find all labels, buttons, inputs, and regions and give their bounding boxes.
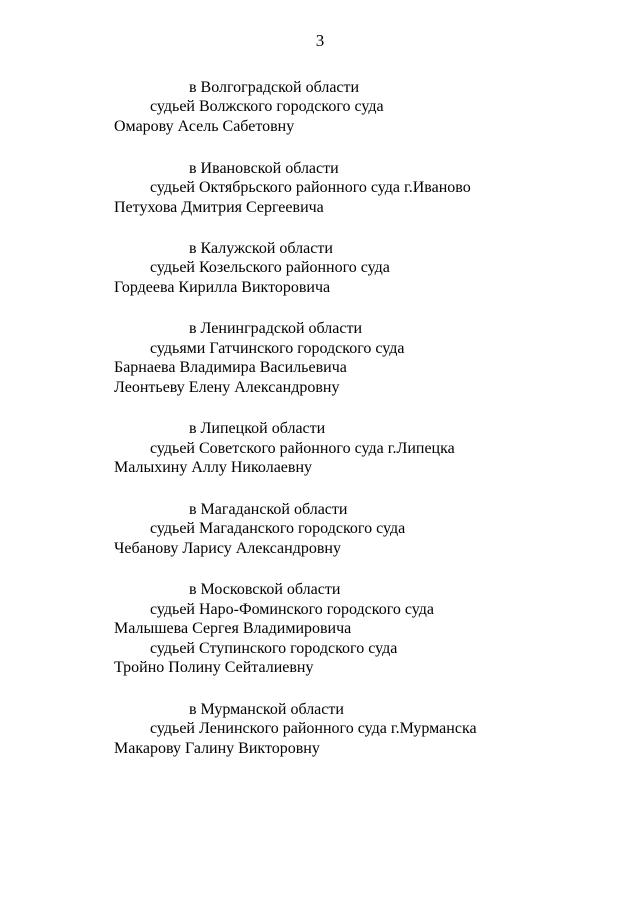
court-line: судьями Гатчинского городского суда	[150, 340, 405, 357]
court-line: судьей Магаданского городского суда	[150, 520, 406, 537]
judge-name: Тройно Полину Сейталиевну	[114, 659, 314, 676]
judge-name: Петухова Дмитрия Сергеевича	[114, 199, 324, 216]
court-line: судьей Ступинского городского суда	[150, 640, 398, 657]
region-heading: в Калужской области	[189, 240, 333, 257]
court-line: судьей Советского районного суда г.Липецка	[150, 440, 455, 457]
region-heading: в Мурманской области	[189, 701, 344, 718]
judge-name: Омарову Асель Сабетовну	[114, 118, 295, 135]
court-line: судьей Ленинского районного суда г.Мурманска	[150, 720, 477, 737]
region-heading: в Ленинградской области	[189, 320, 362, 337]
page-number: 3	[315, 31, 325, 50]
judge-name: Чебанову Ларису Александровну	[114, 540, 341, 557]
judge-name: Гордеева Кирилла Викторовича	[114, 279, 331, 296]
judge-name: Малыхину Аллу Николаевну	[114, 459, 313, 476]
court-line: судьей Волжского городского суда	[150, 98, 384, 115]
judge-name: Малышева Сергея Владимировича	[114, 620, 352, 637]
court-line: судьей Наро-Фоминского городского суда	[150, 601, 434, 618]
court-line: судьей Октябрьского районного суда г.Иваново	[150, 179, 471, 196]
region-heading: в Липецкой области	[189, 420, 326, 437]
court-line: судьей Козельского районного суда	[150, 259, 390, 276]
region-heading: в Московской области	[189, 581, 341, 598]
judge-name: Барнаева Владимира Васильевича	[114, 359, 347, 376]
judge-name: Макарову Галину Викторовну	[114, 740, 320, 757]
judge-name: Леонтьеву Елену Александровну	[114, 379, 340, 396]
region-heading: в Ивановской области	[189, 160, 339, 177]
region-heading: в Магаданской области	[189, 501, 348, 518]
region-heading: в Волгоградской области	[189, 79, 360, 96]
